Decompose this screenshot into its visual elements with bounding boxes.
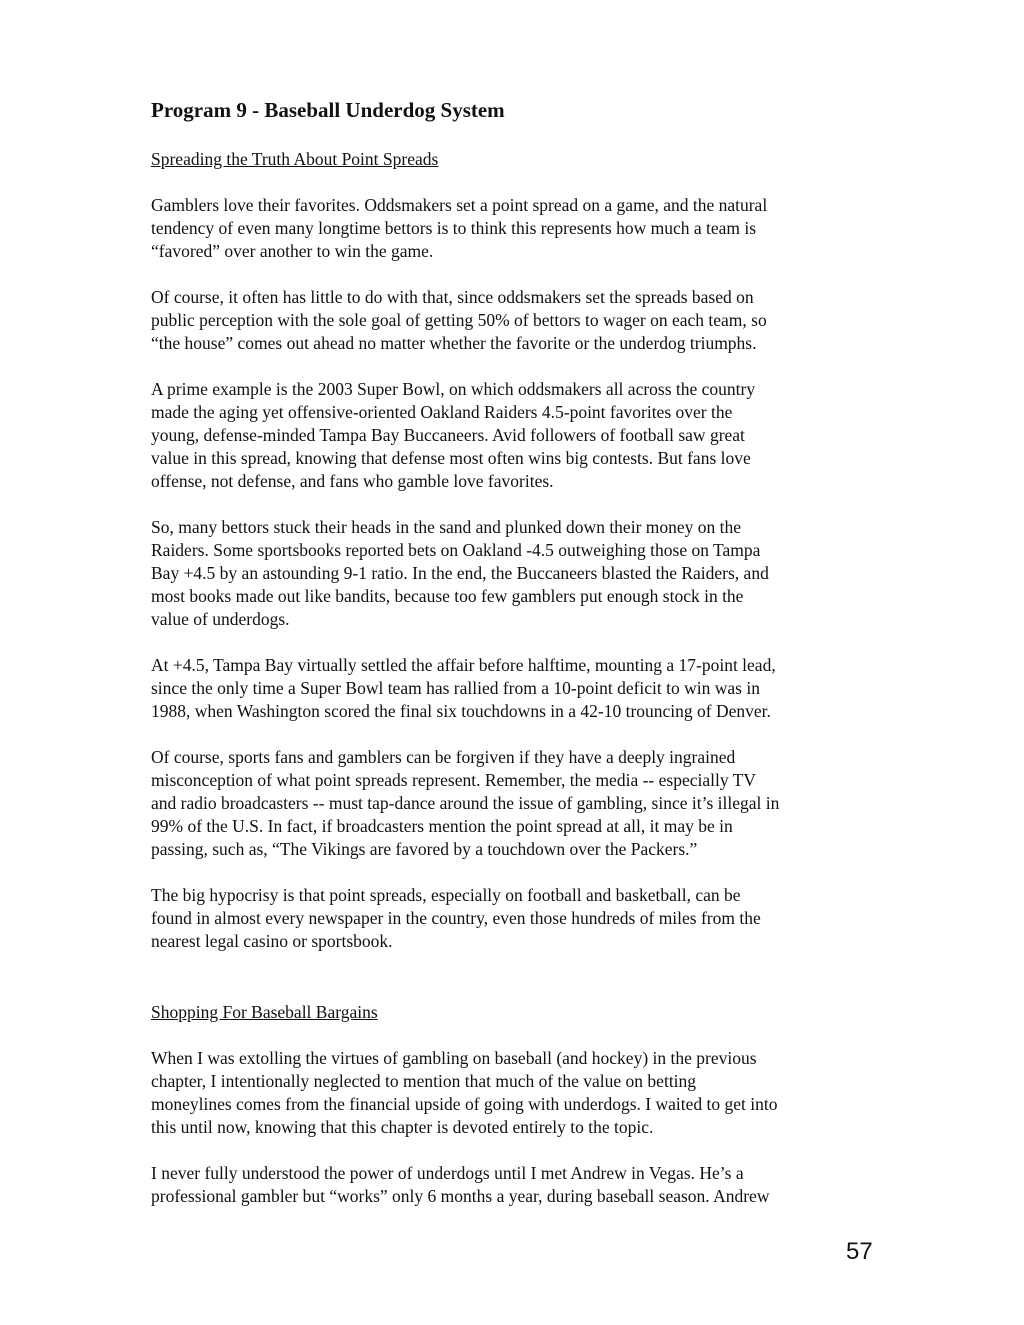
text-line: The big hypocrisy is that point spreads, especially on football and basketball, can be [151,885,741,905]
text-line: nearest legal casino or sportsbook. [151,931,393,951]
text-line: offense, not defense, and fans who gamble love favorites. [151,471,554,491]
text-line: value in this spread, knowing that defense most often wins big contests. But fans love [151,448,751,468]
text-line: 1988, when Washington scored the final six touchdowns in a 42-10 trouncing of Denver. [151,701,771,721]
text-line: Raiders. Some sportsbooks reported bets on Oakland -4.5 outweighing those on Tampa [151,540,761,560]
text-line: passing, such as, “The Vikings are favored by a touchdown over the Packers.” [151,839,698,859]
text-line: Gamblers love their favorites. Oddsmakers set a point spread on a game, and the natural [151,195,768,215]
text-line: 99% of the U.S. In fact, if broadcasters mention the point spread at all, it may be in [151,816,733,836]
text-line: Bay +4.5 by an astounding 9-1 ratio. In the end, the Buccaneers blasted the Raiders, and [151,563,769,583]
text-line: misconception of what point spreads represent. Remember, the media -- especially TV [151,770,756,790]
page-number: 57 [846,1238,873,1265]
text-line: chapter, I intentionally neglected to mention that much of the value on betting [151,1071,697,1091]
text-line: I never fully understood the power of underdogs until I met Andrew in Vegas. He’s a [151,1163,744,1183]
text-line: Of course, sports fans and gamblers can be forgiven if they have a deeply ingrained [151,747,736,767]
text-line: found in almost every newspaper in the country, even those hundreds of miles from the [151,908,761,928]
paragraph [151,516,769,631]
text-line: most books made out like bandits, because too few gamblers put enough stock in the [151,586,744,606]
text-line: professional gambler but “works” only 6 months a year, during baseball season. Andrew [151,1186,770,1206]
text-line: So, many bettors stuck their heads in the sand and plunked down their money on the [151,517,742,537]
paragraph [151,1047,777,1139]
text-line: When I was extolling the virtues of gambling on baseball (and hockey) in the previous [151,1048,757,1068]
paragraph [151,654,776,723]
text-line: “the house” comes out ahead no matter whether the favorite or the underdog triumphs. [151,333,757,353]
text-line: value of underdogs. [151,609,290,629]
paragraph [151,884,761,953]
paragraph [151,194,767,263]
text-line: Of course, it often has little to do with that, since oddsmakers set the spreads based on [151,287,754,307]
text-line: public perception with the sole goal of getting 50% of bettors to wager on each team, so [151,310,767,330]
text-line: tendency of even many longtime bettors is to think this represents how much a team is [151,218,757,238]
section-heading-point-spreads: Spreading the Truth About Point Spreads [151,149,439,169]
text-line: and radio broadcasters -- must tap-dance around the issue of gambling, since it’s illegal in [151,793,780,813]
paragraph [151,286,767,355]
paragraph [151,378,755,493]
paragraph [151,746,779,861]
text-line: “favored” over another to win the game. [151,241,434,261]
text-line: moneylines comes from the financial upside of going with underdogs. I waited to get into [151,1094,778,1114]
text-line: since the only time a Super Bowl team has rallied from a 10-point deficit to win was in [151,678,760,698]
text-line: made the aging yet offensive-oriented Oakland Raiders 4.5-point favorites over the [151,402,733,422]
page-title: Program 9 - Baseball Underdog System [151,98,505,122]
text-line: A prime example is the 2003 Super Bowl, on which oddsmakers all across the country [151,379,756,399]
text-line: this until now, knowing that this chapter is devoted entirely to the topic. [151,1117,654,1137]
section-heading-baseball-bargains: Shopping For Baseball Bargains [151,1002,378,1022]
text-line: young, defense-minded Tampa Bay Buccaneers. Avid followers of football saw great [151,425,745,445]
text-line: At +4.5, Tampa Bay virtually settled the affair before halftime, mounting a 17-point lead, [151,655,776,675]
paragraph [151,1162,769,1208]
